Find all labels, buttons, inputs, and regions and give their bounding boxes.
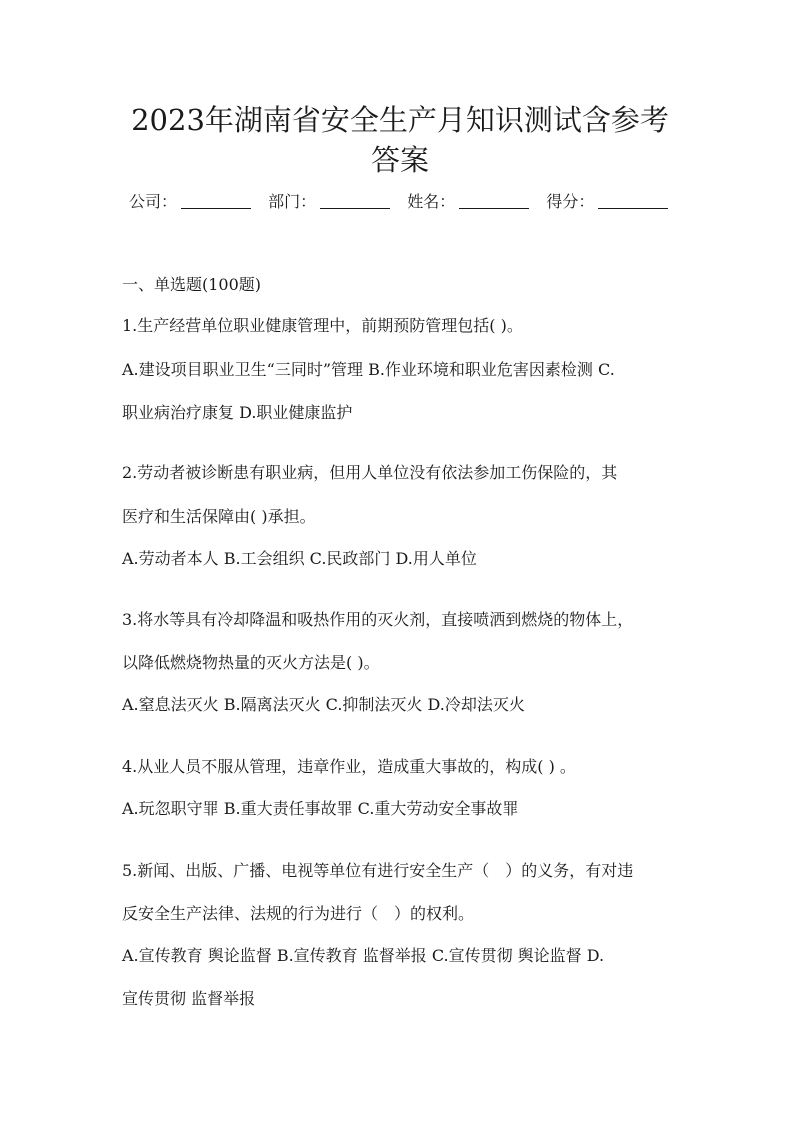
company-field bbox=[129, 190, 251, 214]
document-title-line-2: 答案 bbox=[370, 143, 429, 177]
question-5-options-line-1: A.宣传教育 舆论监督 B.宣传教育 监督举报 C.宣传贯彻 舆论监督 D. bbox=[122, 946, 605, 965]
question-4-options-line-1: A.玩忽职守罪 B.重大责任事故罪 C.重大劳动安全事故罪 bbox=[122, 799, 519, 818]
name-blank bbox=[459, 192, 529, 209]
score-blank bbox=[598, 192, 668, 209]
question-4-stem-line-1: 4.从业人员不服从管理，违章作业，造成重大事故的，构成( ) 。 bbox=[122, 757, 576, 776]
question-1-stem-line-1: 1.生产经营单位职业健康管理中，前期预防管理包括( )。 bbox=[122, 316, 523, 335]
question-1-options-line-2: 职业病治疗康复 D.职业健康监护 bbox=[122, 403, 353, 422]
question-5-options-line-2: 宣传贯彻 监督举报 bbox=[122, 989, 256, 1008]
question-5-stem-line-1: 5.新闻、出版、广播、电视等单位有进行安全生产（ ）的义务，有对违 bbox=[122, 861, 634, 880]
company-label: 公司： bbox=[129, 192, 178, 211]
question-3-stem-line-2: 以降低燃烧物热量的灭火方法是( )。 bbox=[122, 653, 380, 672]
document-title-line-1: 2023年湖南省安全生产月知识测试含参考 bbox=[131, 103, 669, 137]
name-field bbox=[407, 190, 529, 214]
name-label: 姓名： bbox=[407, 192, 456, 211]
score-label: 得分： bbox=[546, 192, 595, 211]
question-2-stem-line-1: 2.劳动者被诊断患有职业病，但用人单位没有依法参加工伤保险的，其 bbox=[122, 463, 618, 482]
question-2-options-line-1: A.劳动者本人 B.工会组织 C.民政部门 D.用人单位 bbox=[122, 549, 477, 568]
section-heading: 一、单选题(100题) bbox=[122, 275, 262, 294]
info-fields bbox=[129, 190, 689, 214]
score-field bbox=[546, 190, 668, 214]
department-blank bbox=[320, 192, 390, 209]
question-3-options-line-1: A.窒息法灭火 B.隔离法灭火 C.抑制法灭火 D.冷却法灭火 bbox=[122, 695, 525, 714]
department-field bbox=[268, 190, 390, 214]
question-3-stem-line-1: 3.将水等具有冷却降温和吸热作用的灭火剂，直接喷洒到燃烧的物体上， bbox=[122, 610, 634, 629]
question-1-options-line-1: A.建设项目职业卫生“三同时”管理 B.作业环境和职业危害因素检测 C. bbox=[122, 360, 615, 379]
company-blank bbox=[181, 192, 251, 209]
question-5-stem-line-2: 反安全生产法律、法规的行为进行（ ）的权利。 bbox=[122, 904, 475, 923]
department-label: 部门： bbox=[268, 192, 317, 211]
question-2-stem-line-2: 医疗和生活保障由( )承担。 bbox=[122, 507, 316, 526]
